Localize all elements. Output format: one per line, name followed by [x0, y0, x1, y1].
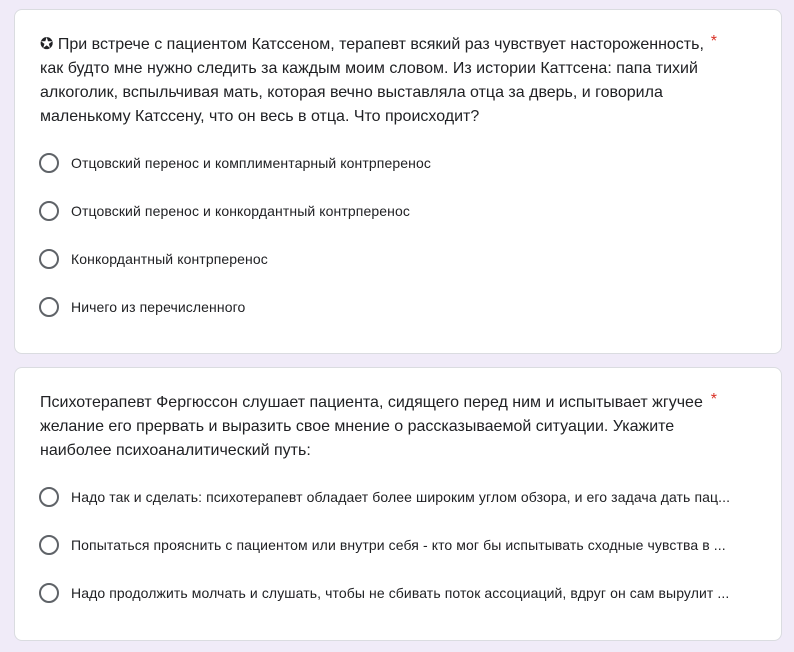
- option-label: Попытаться прояснить с пациентом или внутри себя - кто мог бы испытывать сходные чувства в ...: [71, 537, 726, 553]
- radio-option[interactable]: [39, 199, 757, 223]
- radio-option[interactable]: [39, 151, 757, 175]
- required-asterisk: *: [710, 33, 717, 50]
- option-label: Конкордантный контрперенос: [71, 251, 268, 267]
- question-text: ✪ При встрече с пациентом Катссеном, терапевт всякий раз чувствует настороженность, как будто мне нужно следить за каждым моим словом. Из истории Каттсена: папа тихий алкоголик, вспыльчивая мать, которая вечно выставляла отца за дверь, и говорила маленькому Катссену, что он весь в отца. Что происходит?: [40, 36, 704, 125]
- radio-option[interactable]: [39, 247, 757, 271]
- option-label: Ничего из перечисленного: [71, 299, 246, 315]
- radio-option[interactable]: [39, 581, 757, 605]
- radio-circle-icon[interactable]: [39, 249, 59, 269]
- radio-circle-icon[interactable]: [39, 153, 59, 173]
- radio-circle-icon[interactable]: [39, 583, 59, 603]
- option-label: Надо продолжить молчать и слушать, чтобы не сбивать поток ассоциаций, вдруг он сам вырулит ...: [71, 585, 730, 601]
- radio-circle-icon[interactable]: [39, 201, 59, 221]
- question-text: Психотерапевт Фергюссон слушает пациента, сидящего перед ним и испытывает жгучее желание его прервать и выразить свое мнение о рассказываемой ситуации. Укажите наиболее психоаналитический путь:: [40, 394, 703, 459]
- radio-circle-icon[interactable]: [39, 487, 59, 507]
- option-label: Надо так и сделать: психотерапевт обладает более широким углом обзора, и его задача дать пац...: [71, 489, 731, 505]
- radio-circle-icon[interactable]: [39, 297, 59, 317]
- question-card-2: [14, 367, 782, 641]
- question-card-1: [14, 9, 782, 354]
- option-label: Отцовский перенос и комплиментарный контрперенос: [71, 155, 431, 171]
- required-asterisk: *: [710, 391, 717, 408]
- radio-option[interactable]: [39, 485, 757, 509]
- radio-option[interactable]: [39, 295, 757, 319]
- radio-option[interactable]: [39, 533, 757, 557]
- option-label: Отцовский перенос и конкордантный контрперенос: [71, 203, 410, 219]
- radio-circle-icon[interactable]: [39, 535, 59, 555]
